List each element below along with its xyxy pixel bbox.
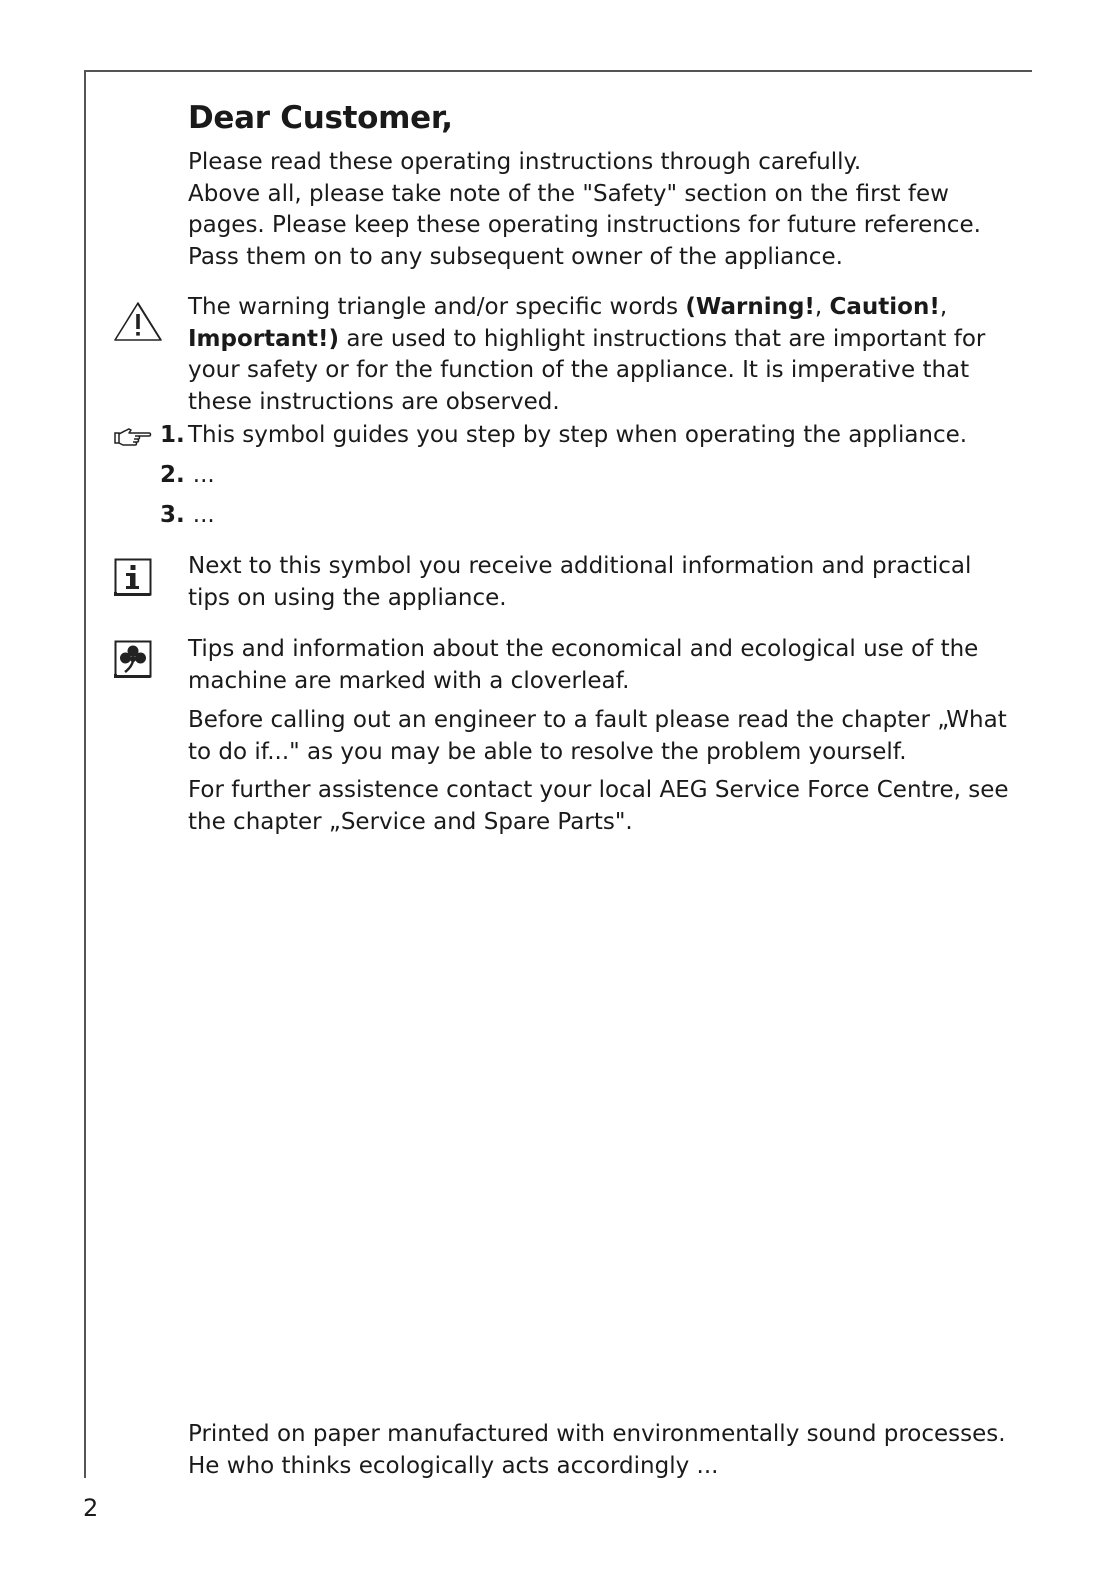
top-rule: [84, 70, 1032, 72]
step-number: [160, 462, 215, 488]
engineer-paragraph: [188, 705, 1007, 768]
eco-paragraph: [188, 634, 978, 697]
warning-paragraph: [188, 292, 985, 418]
pointing-hand-icon: [113, 427, 153, 447]
intro-paragraph: [188, 147, 981, 273]
footer-line: He who thinks ecologically acts accordingly ...: [188, 1452, 719, 1479]
info-line: Next to this symbol you receive additional information and practical: [188, 553, 972, 579]
info-icon: [114, 558, 152, 596]
intro-line: Above all, please take note of the "Safety" section on the first few: [188, 180, 949, 207]
warning-line: [188, 292, 985, 324]
engineer-line: Before calling out an engineer to a fault please read the chapter „What: [188, 707, 1007, 733]
eco-line: machine are marked with a cloverleaf.: [188, 667, 630, 694]
step-text: ...: [192, 502, 215, 528]
page-number: 2: [83, 1494, 99, 1522]
step-number: [160, 502, 215, 528]
step-number-value: 3.: [160, 502, 185, 528]
info-line: tips on using the appliance.: [188, 584, 507, 611]
engineer-line: to do if..." as you may be able to resolve the problem yourself.: [188, 738, 907, 765]
service-line: For further assistence contact your local AEG Service Force Centre, see: [188, 777, 1009, 803]
service-line: the chapter „Service and Spare Parts".: [188, 808, 633, 835]
warning-keyword: (Warning!: [685, 294, 815, 320]
cloverleaf-icon: [114, 640, 152, 678]
footer-note: [188, 1419, 1006, 1482]
step-number-value: 2.: [160, 462, 185, 488]
intro-line: Please read these operating instructions through carefully.: [188, 149, 862, 175]
footer-line: Printed on paper manufactured with environmentally sound processes.: [188, 1421, 1006, 1447]
warning-text: The warning triangle and/or specific words: [188, 294, 686, 320]
step-text: This symbol guides you step by step when operating the appliance.: [188, 422, 968, 448]
step-number: 1.: [160, 422, 185, 448]
intro-line: pages. Please keep these operating instructions for future reference.: [188, 212, 981, 238]
separator: ,: [939, 294, 948, 320]
important-keyword: Important!): [188, 325, 340, 352]
warning-line: your safety or for the function of the appliance. It is imperative that: [188, 357, 970, 383]
warning-line: [188, 324, 985, 356]
intro-line: Pass them on to any subsequent owner of the appliance.: [188, 243, 843, 270]
eco-line: Tips and information about the economical and ecological use of the: [188, 636, 979, 662]
service-paragraph: [188, 775, 1009, 838]
page-title: Dear Customer,: [188, 100, 453, 136]
separator: ,: [814, 294, 830, 320]
warning-line: these instructions are observed.: [188, 388, 560, 415]
info-paragraph: [188, 551, 971, 614]
warning-text: are used to highlight instructions that are important for: [339, 325, 986, 352]
left-rule: [84, 70, 86, 1478]
step-text: ...: [192, 462, 215, 488]
warning-triangle-icon: [112, 300, 164, 344]
caution-keyword: Caution!: [829, 294, 940, 320]
